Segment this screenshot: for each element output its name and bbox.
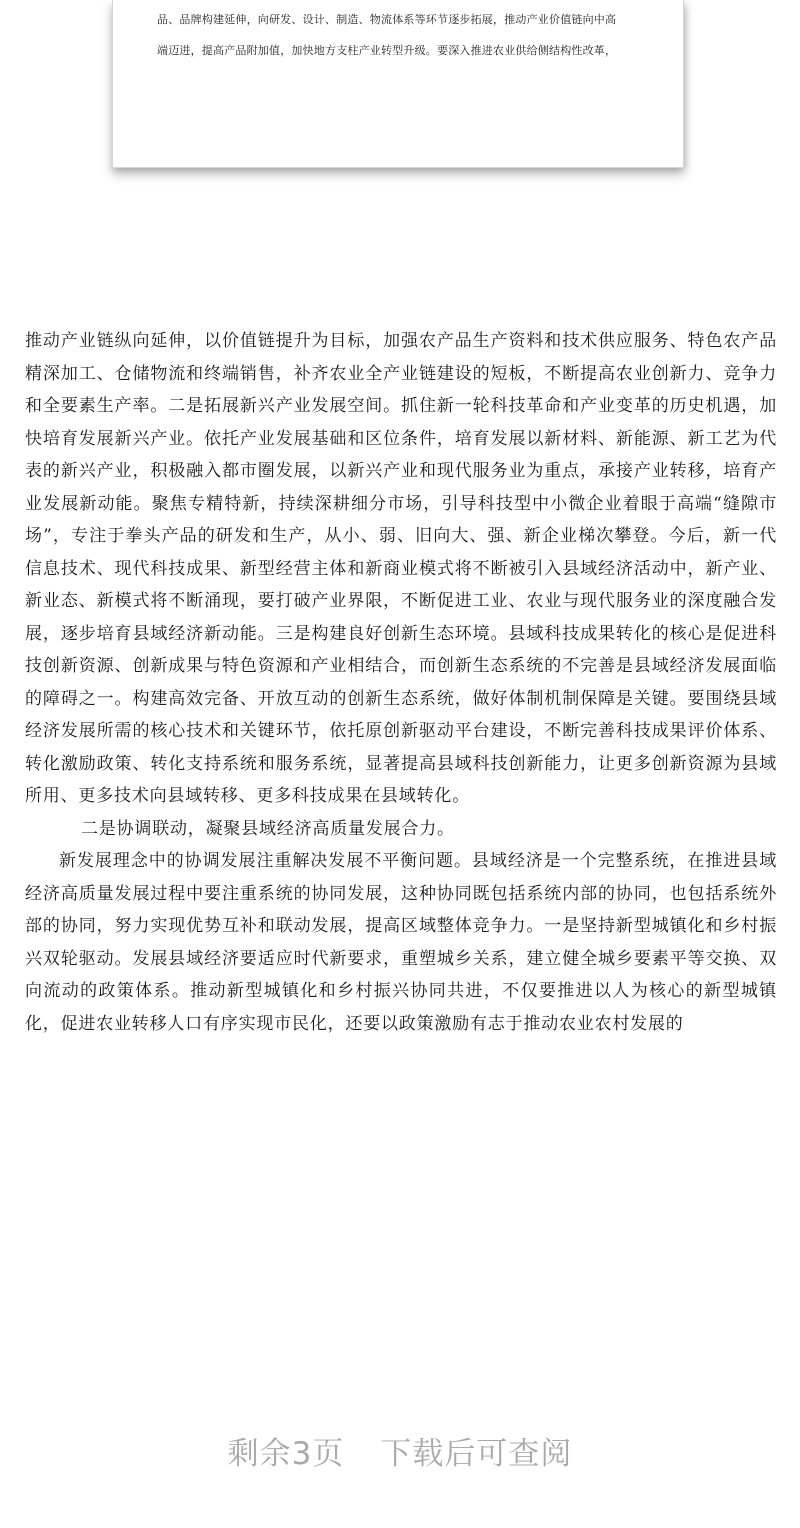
section-heading: 二是协调联动，凝聚县域经济高质量发展合力。 <box>81 818 455 839</box>
preview-line-2: 端迈进，提高产品附加值，加快地方支柱产业转型升级。要深入推进农业供给侧结构性改革， <box>157 44 617 57</box>
download-prompt[interactable] <box>0 1428 800 1473</box>
previous-page-preview <box>112 0 684 168</box>
download-to-view-label: 下载后可查阅 <box>380 1436 573 1472</box>
remaining-pages-label: 剩余3页 <box>227 1436 345 1472</box>
preview-line-1: 品、品牌构建延伸，向研发、设计、制造、物流体系等环节逐步拓展，推动产业价值链向中高 <box>157 13 617 26</box>
body-paragraph-2: 新发展理念中的协调发展注重解决发展不平衡问题。县域经济是一个完整系统，在推进县域经济高质量发展过程中要注重系统的协同发展，这种协同既包括系统内部的协同，也包括系统外部的协同，努力实现优势互补和联动发展，提高区域整体竞争力。一是坚持新型城镇化和乡村振兴双轮驱动。发展县域经济要适应时代新要求，重塑城乡关系，建立健全城乡要素平等交换、双向流动的政策体系。推动新型城镇化和乡村振兴协同共进，不仅要推进以人为核心的新型城镇化，促进农业转移人口有序实现市民化，还要以政策激励有志于推动农业农村发展的 <box>25 851 777 1034</box>
body-paragraph-1: 推动产业链纵向延伸，以价值链提升为目标，加强农产品生产资料和技术供应服务、特色农产品精深加工、仓储物流和终端销售，补齐农业全产业链建设的短板，不断提高农业创新力、竞争力和全要素生产率。二是拓展新兴产业发展空间。抓住新一轮科技革命和产业变革的历史机遇，加快培育发展新兴产业。依托产业发展基础和区位条件，培育发展以新材料、新能源、新工艺为代表的新兴产业，积极融入都市圈发展，以新兴产业和现代服务业为重点，承接产业转移，培育产业发展新动能。聚焦专精特新，持续深耕细分市场，引导科技型中小微企业着眼于高端“缝隙市场”，专注于拳头产品的研发和生产，从小、弱、旧向大、强、新企业梯次攀登。今后，新一代信息技术、现代科技成果、新型经营主体和新商业模式将不断被引入县域经济活动中，新产业、新业态、新模式将不断涌现，要打破产业界限，不断促进工业、农业与现代服务业的深度融合发展，逐步培育县域经济新动能。三是构建良好创新生态环境。县域科技成果转化的核心是促进科技创新资源、创新成果与特色资源和产业相结合，而创新生态系统的不完善是县域经济发展面临的障碍之一。构建高效完备、开放互动的创新生态系统，做好体制机制保障是关键。要围绕县域经济发展所需的核心技术和关键环节，依托原创新驱动平台建设，不断完善科技成果评价体系、转化激励政策、转化支持系统和服务系统，显著提高县域科技创新能力，让更多创新资源为县域所用、更多技术向县域转移、更多科技成果在县域转化。 <box>25 331 777 806</box>
document-body <box>25 325 777 1040</box>
